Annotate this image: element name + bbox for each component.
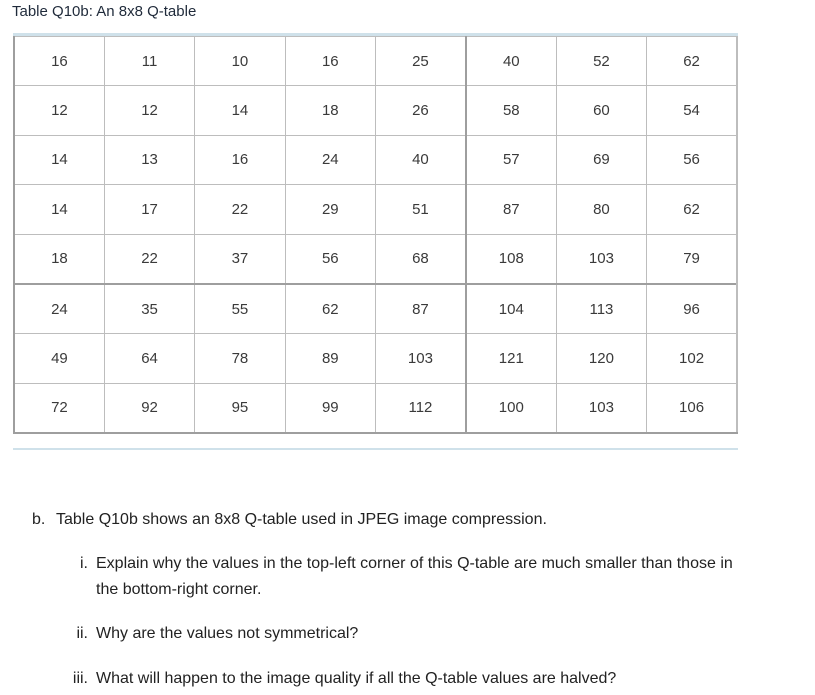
table-cell: 58	[466, 86, 556, 135]
table-cell: 14	[195, 86, 285, 135]
table-cell: 14	[14, 135, 104, 184]
question-text: Table Q10b shows an 8x8 Q-table used in JPEG image compression.	[56, 511, 547, 528]
table-cell: 26	[376, 86, 466, 135]
table-cell: 18	[285, 86, 375, 135]
table-cell: 52	[556, 37, 646, 86]
table-cell: 62	[285, 284, 375, 334]
table-row	[14, 37, 737, 86]
table-cell: 24	[285, 135, 375, 184]
table-cell: 56	[285, 234, 375, 284]
table-cell: 113	[556, 284, 646, 334]
divider	[13, 448, 738, 450]
table-cell: 121	[466, 334, 556, 383]
table-cell: 69	[556, 135, 646, 184]
table-row	[14, 185, 737, 234]
table-cell: 80	[556, 185, 646, 234]
table-cell: 29	[285, 185, 375, 234]
table-cell: 96	[647, 284, 737, 334]
table-cell: 11	[104, 37, 194, 86]
table-cell: 16	[285, 37, 375, 86]
table-cell: 60	[556, 86, 646, 135]
table-row	[14, 86, 737, 135]
subquestion-marker: iii.	[72, 670, 88, 687]
table-cell: 35	[104, 284, 194, 334]
table-cell: 25	[376, 37, 466, 86]
table-row	[14, 334, 737, 383]
table-cell: 40	[376, 135, 466, 184]
table-cell: 92	[104, 383, 194, 433]
table-cell: 89	[285, 334, 375, 383]
table-cell: 102	[647, 334, 737, 383]
table-cell: 10	[195, 37, 285, 86]
table-cell: 78	[195, 334, 285, 383]
table-cell: 68	[376, 234, 466, 284]
table-cell: 103	[556, 234, 646, 284]
table-cell: 106	[647, 383, 737, 433]
table-cell: 104	[466, 284, 556, 334]
table-cell: 87	[466, 185, 556, 234]
table-cell: 49	[14, 334, 104, 383]
q-table	[13, 36, 738, 434]
table-cell: 51	[376, 185, 466, 234]
table-row	[14, 135, 737, 184]
subquestion-text: Explain why the values in the top-left corner of this Q-table are much smaller than those in the bottom-right corner.	[96, 555, 733, 598]
table-cell: 14	[14, 185, 104, 234]
table-cell: 37	[195, 234, 285, 284]
table-cell: 13	[104, 135, 194, 184]
table-cell: 108	[466, 234, 556, 284]
subquestion-text: What will happen to the image quality if all the Q-table values are halved?	[96, 670, 617, 687]
table-cell: 103	[376, 334, 466, 383]
subquestion-marker: ii.	[76, 625, 88, 642]
table-cell: 62	[647, 185, 737, 234]
table-cell: 79	[647, 234, 737, 284]
table-cell: 12	[14, 86, 104, 135]
table-row	[14, 234, 737, 284]
table-cell: 64	[104, 334, 194, 383]
table-cell: 54	[647, 86, 737, 135]
table-cell: 112	[376, 383, 466, 433]
table-cell: 103	[556, 383, 646, 433]
table-cell: 24	[14, 284, 104, 334]
table-cell: 16	[195, 135, 285, 184]
table-cell: 57	[466, 135, 556, 184]
table-cell: 62	[647, 37, 737, 86]
table-row	[14, 284, 737, 334]
q-table-container	[13, 33, 738, 434]
table-row	[14, 383, 737, 433]
table-caption: Table Q10b: An 8x8 Q-table	[12, 3, 197, 20]
table-cell: 56	[647, 135, 737, 184]
table-cell: 87	[376, 284, 466, 334]
question-marker: b.	[32, 511, 46, 528]
table-cell: 100	[466, 383, 556, 433]
table-cell: 16	[14, 37, 104, 86]
table-cell: 40	[466, 37, 556, 86]
table-cell: 12	[104, 86, 194, 135]
table-cell: 55	[195, 284, 285, 334]
subquestion-marker: i.	[80, 555, 88, 572]
table-cell: 22	[195, 185, 285, 234]
table-cell: 72	[14, 383, 104, 433]
table-cell: 17	[104, 185, 194, 234]
question-b	[32, 507, 547, 532]
table-cell: 22	[104, 234, 194, 284]
table-cell: 99	[285, 383, 375, 433]
table-cell: 95	[195, 383, 285, 433]
subquestion-text: Why are the values not symmetrical?	[96, 625, 359, 642]
table-cell: 18	[14, 234, 104, 284]
table-cell: 120	[556, 334, 646, 383]
